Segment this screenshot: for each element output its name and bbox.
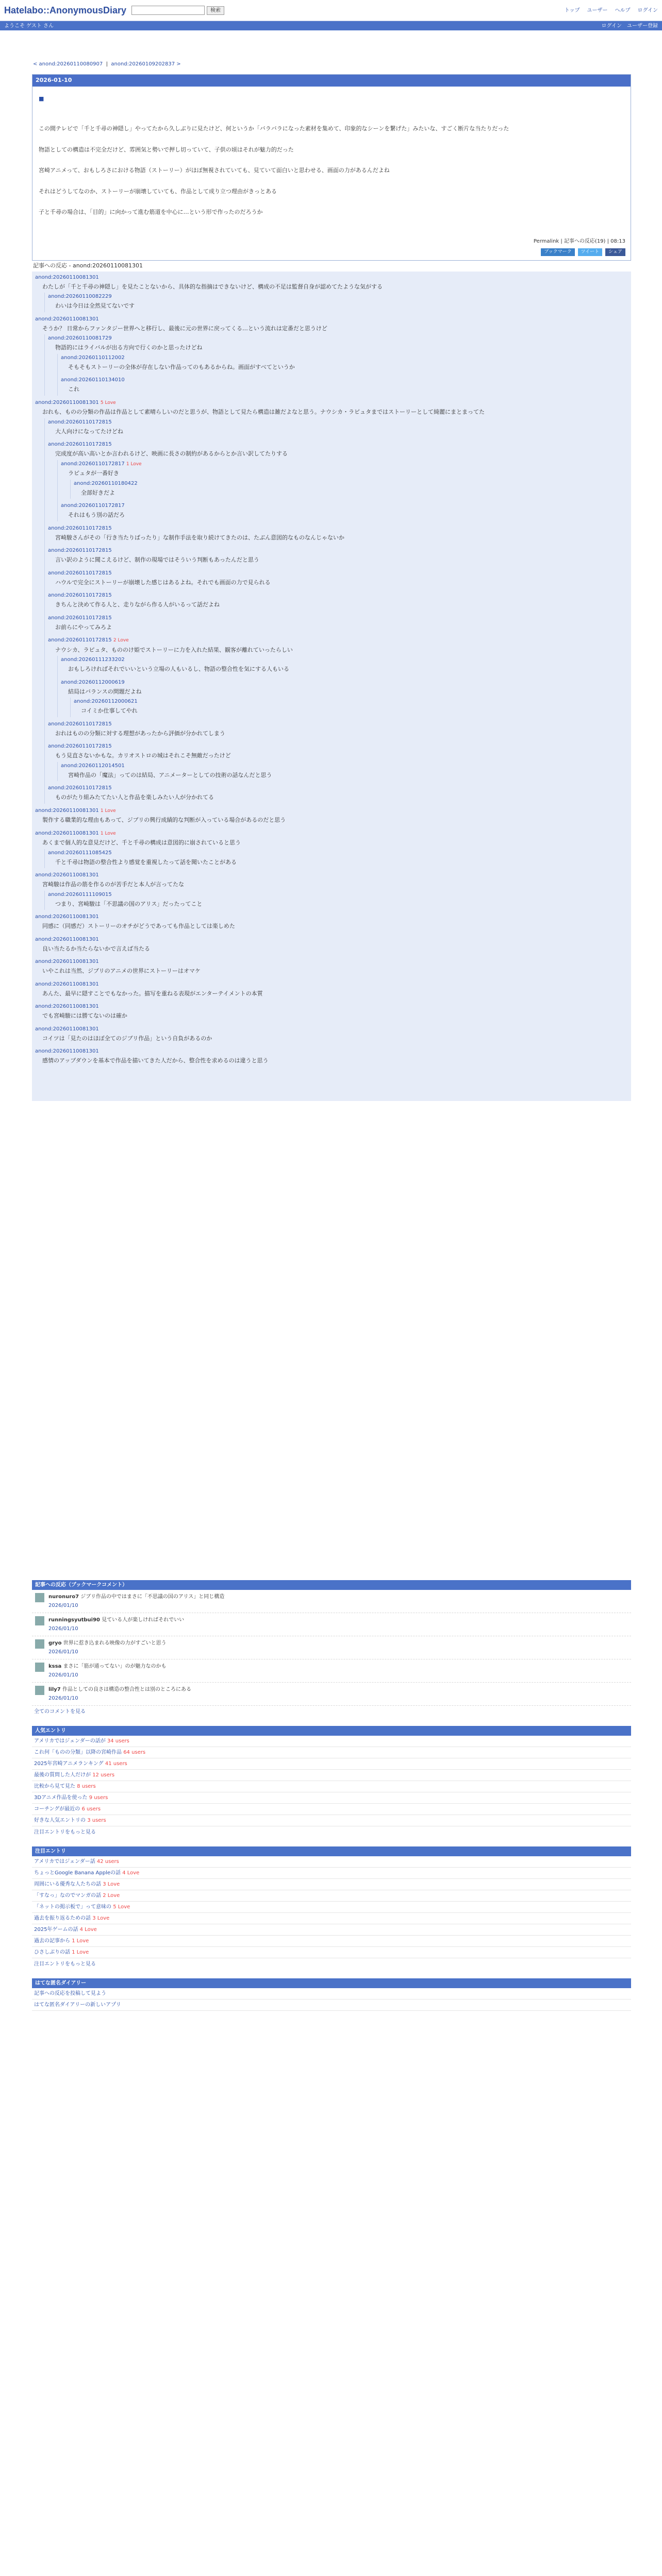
- comment-body: 良い当たるか当たらないかで言えば当たる: [42, 945, 150, 952]
- comment-body: 宮崎駿さんがその「行き当たりばったり」な制作手法を取り続けてきたのは、たぶん意図的なものなんじゃないか: [55, 534, 344, 541]
- entry-item: [32, 1902, 631, 1913]
- comment: [48, 334, 628, 396]
- entry-link[interactable]: コーチングが最近の: [34, 1806, 80, 1812]
- entry-item: [32, 1936, 631, 1947]
- entry-paragraph: この間テレビで「千と千尋の神隠し」やってたから久しぶりに見たけど、何というか「バラバラになった素材を集めて、印象的なシーンを繋げた」みたいな、すごく断片な当たりだった: [39, 125, 509, 132]
- comment-header: [61, 376, 628, 384]
- comment-body: おれも、ものの分類の作品は作品として素晴らしいのだと思うが、物語として見たら構造は雑だよなと思う。ナウシカ・ラピュタまではストーリーとして綺麗にまとまってた: [42, 409, 485, 415]
- comment-user[interactable]: kssa: [48, 1663, 62, 1669]
- comment: [35, 913, 628, 933]
- comment-id-link[interactable]: anond:20260110081301: [35, 830, 99, 836]
- comment-header: [61, 656, 628, 664]
- comment-meta[interactable]: 2026/01/10: [48, 1625, 78, 1632]
- comment-replies: [44, 418, 628, 804]
- entry-count: 41 users: [105, 1760, 127, 1767]
- comment-text: 見ている人が楽しければそれでいい: [102, 1617, 185, 1623]
- comment-header: [61, 679, 628, 686]
- recent-comment: [32, 1636, 631, 1659]
- love-badge: 1 Love: [126, 461, 142, 467]
- comment-id-link[interactable]: anond:20260110172815: [48, 743, 112, 749]
- comment: [61, 762, 628, 782]
- comment: [61, 460, 628, 499]
- comment: [35, 1025, 628, 1045]
- comment-body: おもしろければそれでいいという立場の人もいるし、物語の整合性を気にする人もいる: [68, 666, 289, 672]
- comment-meta[interactable]: 2026/01/10: [48, 1695, 78, 1701]
- comment-body: ハウルで完全にストーリーが崩壊した感じはあるよね。それでも画面の力で見られる: [55, 579, 271, 586]
- entry-link[interactable]: 3Dアニメ作品を使った: [34, 1794, 88, 1801]
- comment-body: 同感に（同感だ）ストーリーのオチがどうであっても作品としては楽しめた: [42, 923, 235, 929]
- entry-link[interactable]: ちょっとGoogle Banana Appleの話: [34, 1870, 121, 1876]
- comment: [35, 829, 628, 869]
- comment-header: [35, 399, 628, 407]
- comment-replies: [57, 460, 628, 521]
- comment-header: [48, 440, 628, 448]
- comment-body: 感情のアップダウンを基本で作品を描いてきた人だから、整合性を求めるのは違うと思う: [42, 1057, 269, 1064]
- comment-id-link[interactable]: anond:20260110081301: [35, 1004, 99, 1009]
- info-link[interactable]: はてな匿名ダイアリーの新しいアプリ: [34, 2002, 121, 2008]
- comment-body: ものがたり組みたてたい人と作品を楽しみたい人が分かれてる: [55, 794, 214, 801]
- entry-item: [32, 1947, 631, 1958]
- nav-login[interactable]: ログイン: [637, 7, 658, 13]
- comment-body: 全部好きだよ: [81, 489, 115, 496]
- comment-header: [61, 354, 628, 362]
- comment-id-link[interactable]: anond:20260110081729: [48, 335, 112, 341]
- top-header: [0, 0, 662, 21]
- comment-body: もう見直さないかもな。カリオストロの城はそれこそ無敵だったけど: [55, 752, 231, 759]
- comment: [48, 569, 628, 589]
- comment-id-link[interactable]: anond:20260110172815: [48, 548, 112, 553]
- nav-help[interactable]: ヘルプ: [615, 7, 631, 13]
- comment: [35, 807, 628, 826]
- comment-id-link[interactable]: anond:20260112000621: [74, 699, 138, 704]
- comment-body: お前らにやってみろよ: [55, 623, 112, 631]
- entry-body: [32, 87, 631, 238]
- comment-body: 宮崎駿は作品の筋を作るのが苦手だと本人が言ってたな: [42, 881, 184, 888]
- comment-replies: [44, 334, 628, 396]
- comment: [48, 784, 628, 804]
- comment-id-link[interactable]: anond:20260110082229: [48, 294, 112, 299]
- comment-id-link[interactable]: anond:20260110172817: [61, 503, 125, 509]
- comment-header: [35, 1025, 628, 1033]
- avatar[interactable]: [35, 1639, 44, 1649]
- comment-body: コイツは「見たのはほぼ全てのジブリ作品」という自負があるのか: [42, 1035, 212, 1042]
- nav-top[interactable]: トップ: [564, 7, 580, 13]
- comment-id-link[interactable]: anond:20260110081301: [35, 1026, 99, 1032]
- entry-count: 1 Love: [72, 1949, 89, 1955]
- comment: [48, 614, 628, 634]
- comments-title: 記事への反応 - anond:20260110081301: [33, 262, 143, 269]
- comment-id-link[interactable]: anond:20260110172815: [48, 442, 112, 447]
- nav-user[interactable]: ユーザー: [587, 7, 608, 13]
- comment-id-link[interactable]: anond:20260110172815: [48, 592, 112, 598]
- comment-id-link[interactable]: anond:20260110172817: [61, 461, 125, 467]
- info-link[interactable]: 記事への反応を投稿して見よう: [34, 1990, 106, 1996]
- recent-comments: [32, 1580, 631, 1718]
- entry-link[interactable]: アメリカではジェンダーの話が: [34, 1738, 106, 1744]
- entry-item: [32, 1879, 631, 1890]
- comment: [48, 418, 628, 438]
- entry-item: [32, 1770, 631, 1781]
- comment-id-link[interactable]: anond:20260110081301: [35, 399, 99, 405]
- main: [32, 30, 631, 2011]
- comment-id-link[interactable]: anond:20260110081301: [35, 981, 99, 987]
- comment-id-link[interactable]: anond:20260112014501: [61, 762, 125, 769]
- love-badge: 1 Love: [100, 808, 116, 814]
- comment-header: [48, 591, 628, 599]
- entry-item: [32, 1815, 631, 1826]
- entry-count: 4 Love: [122, 1870, 140, 1876]
- entry-count: 3 Love: [92, 1915, 110, 1921]
- comment-tree: [32, 272, 631, 1101]
- entry-count: 2 Love: [103, 1892, 120, 1899]
- entry-item: [32, 1913, 631, 1924]
- comment-id-link[interactable]: anond:20260110172815: [48, 721, 112, 727]
- share-buttons: [32, 248, 631, 261]
- entry-item: [32, 1758, 631, 1770]
- comment-header: [35, 936, 628, 943]
- comment-id-link[interactable]: anond:20260110081301: [35, 1048, 99, 1054]
- comment: [48, 720, 628, 740]
- top-nav: [565, 7, 658, 14]
- comment-id-link[interactable]: anond:20260111085425: [48, 850, 112, 856]
- entry-link[interactable]: 過去の記事から: [34, 1938, 70, 1944]
- entry-count: 6 users: [81, 1806, 101, 1812]
- comment: [35, 980, 628, 1000]
- popular-list: [32, 1726, 631, 1838]
- entry-paragraph: 子と千尋の場合は、「目的」に向かって進む筋道を中心に…という形で作ったのだろうか: [39, 209, 263, 215]
- love-badge: 5 Love: [100, 400, 116, 405]
- comment-header: [48, 636, 628, 645]
- entry-count: 12 users: [92, 1772, 115, 1778]
- comment-id-link[interactable]: anond:20260112000619: [61, 679, 125, 685]
- entry-link[interactable]: 好きな人気エントリの: [34, 1817, 86, 1823]
- comment-header: [48, 784, 628, 792]
- entry-link[interactable]: 「ネットの掲示板で」って意味の: [34, 1904, 111, 1910]
- comment-replies: [70, 480, 628, 499]
- entry-item: [32, 1792, 631, 1804]
- entry-paragraph: 宮崎アニメって、おもしろさにおける物語（ストーリー）がほぼ無視されていても、見ていて面白いと思わせる、画面の力があるんだよね: [39, 167, 390, 174]
- entry-count: 42 users: [96, 1858, 119, 1865]
- recent-comment: [32, 1590, 631, 1613]
- comment-id-link[interactable]: anond:20260110081301: [35, 316, 99, 322]
- comment: [48, 591, 628, 611]
- entry-footer[interactable]: Permalink | 記事への反応(19) | 08:13: [533, 238, 625, 244]
- love-badge: 2 Love: [113, 638, 129, 643]
- comment-replies: [57, 762, 628, 782]
- next-link[interactable]: anond:20260109202837 >: [111, 61, 181, 67]
- comment-text: 世界に惹き込まれる映像の力がすごいと思う: [63, 1640, 167, 1646]
- comment-id-link[interactable]: anond:20260110180422: [74, 480, 138, 486]
- comment-id-link[interactable]: anond:20260110172815: [48, 615, 112, 621]
- comment-id-link[interactable]: anond:20260110081301: [35, 936, 99, 942]
- comment-body: 言い訳のように聞こえるけど、制作の現場ではそういう判断もあったんだと思う: [55, 556, 259, 563]
- comment-header: [35, 980, 628, 988]
- comment-id-link[interactable]: anond:20260110172815: [48, 419, 112, 425]
- comment-body: あくまで個人的な意見だけど、千と千尋の構成は意図的に崩されていると思う: [42, 839, 241, 846]
- comment-header: [61, 460, 628, 468]
- entry-count: 1 Love: [72, 1938, 89, 1944]
- entry-link[interactable]: 過去を振り返るための話: [34, 1915, 91, 1921]
- comment-header: [48, 720, 628, 728]
- entry-count: 3 Love: [103, 1881, 120, 1887]
- info-list: [32, 1978, 631, 2011]
- comment-user[interactable]: nuronuro7: [48, 1594, 79, 1600]
- entry-item: [32, 1856, 631, 1868]
- entry-link[interactable]: ひさしぶりの話: [34, 1949, 70, 1955]
- entry-count: 9 users: [89, 1794, 108, 1801]
- entry-link[interactable]: 「すなっ」なのでマンガの話: [34, 1892, 101, 1899]
- comment-body: そもそもストーリーの全体が存在しない作品ってのもあるからね。画面がすべてというか: [68, 363, 295, 370]
- comment-body: わいは今日は全然見てないです: [55, 302, 135, 309]
- comment-header: [74, 698, 628, 705]
- comment-body: わたしが「千と千尋の神隠し」を見たことないから、具体的な指摘はできないけど、構成の不足は監督自身が認めてたような気がする: [42, 283, 383, 290]
- comment-body: 宮崎作品の「魔法」ってのは結局、アニメーターとしての技術の話なんだと思う: [68, 771, 272, 778]
- entry-count: 8 users: [77, 1783, 96, 1789]
- comment: [48, 891, 628, 910]
- entry-link[interactable]: 2025年ゲームの話: [34, 1926, 78, 1933]
- comment-body: 物語的にはライバルが出る方向で行くのかと思ったけどね: [55, 344, 203, 351]
- entry: [32, 74, 631, 261]
- comment-body: ナウシカ、ラピュタ、もののけ姫でストーリーに力を入れた結果、観客が離れていったらしい: [55, 646, 293, 653]
- comment: [35, 958, 628, 977]
- comment: [74, 480, 628, 499]
- notice-more-link[interactable]: 注目エントリをもっと見る: [34, 1961, 96, 1967]
- comment-header: [35, 274, 628, 281]
- comment-body: 大人向けになってたけどね: [55, 428, 123, 435]
- comment-header: [48, 614, 628, 622]
- comment: [35, 871, 628, 910]
- comment-header: [35, 315, 628, 323]
- entry-count: 64 users: [123, 1749, 146, 1755]
- entry-link[interactable]: 比較から見て見た: [34, 1783, 75, 1789]
- comment-id-link[interactable]: anond:20260110172815: [48, 525, 112, 531]
- entry-paragraph: 物語としての構造は不完全だけど、雰囲気と勢いで押し切っていて、子供の頃はそれが魅力的だった: [39, 146, 294, 153]
- comment-header: [35, 1003, 628, 1010]
- love-badge: 1 Love: [100, 831, 116, 836]
- comment-header: [48, 524, 628, 532]
- comment-header: [35, 807, 628, 815]
- comment-header: [35, 871, 628, 879]
- comment-replies: [57, 656, 628, 717]
- entry-link[interactable]: アメリカではジェンダー話: [34, 1858, 95, 1865]
- comment-id-link[interactable]: anond:20260111233202: [61, 657, 125, 663]
- comment-body: でも宮崎駿には勝てないのは確か: [42, 1012, 127, 1019]
- avatar[interactable]: [35, 1686, 44, 1695]
- comment-replies: [57, 354, 628, 396]
- entry-link[interactable]: これ何「ものの分類」以降の宮崎作品: [34, 1749, 122, 1755]
- comment-user[interactable]: runningsyutbui90: [48, 1617, 100, 1623]
- comment-header: [61, 502, 628, 510]
- login-link[interactable]: ログイン: [601, 23, 622, 29]
- entry-link[interactable]: 2025年宮崎アニメランキング: [34, 1760, 104, 1767]
- comment: [35, 274, 628, 312]
- entry-count: 4 Love: [79, 1926, 97, 1933]
- comment-id-link[interactable]: anond:20260110081301: [35, 914, 99, 920]
- avatar[interactable]: [35, 1616, 44, 1625]
- recent-comment: [32, 1683, 631, 1706]
- entry-title[interactable]: ■: [39, 95, 44, 102]
- comment: [48, 524, 628, 544]
- comment-meta[interactable]: 2026/01/10: [48, 1649, 78, 1655]
- comment-header: [35, 829, 628, 838]
- entry-count: 5 Love: [113, 1904, 130, 1910]
- search-button[interactable]: 検索: [207, 6, 224, 15]
- comment-text: まさに「筋が通ってない」のが魅力なのかも: [63, 1663, 167, 1669]
- comment-id-link[interactable]: anond:20260110172815: [48, 637, 112, 643]
- comment-body: 製作する職業的な理由もあって、ジブリの興行成績的な判断が入っている場合があるのだと思う: [42, 817, 286, 823]
- entry-item: [32, 1868, 631, 1879]
- comment-header: [48, 569, 628, 577]
- comment: [48, 742, 628, 781]
- bookmark-button[interactable]: ブックマーク: [541, 248, 574, 257]
- comment-id-link[interactable]: anond:20260110081301: [35, 274, 99, 280]
- comment-header: [48, 334, 628, 342]
- comment: [35, 936, 628, 955]
- comment-replies: [44, 293, 628, 312]
- comment-replies: [70, 698, 628, 717]
- comment: [61, 376, 628, 396]
- entry-link[interactable]: 最後の質問した人だけが: [34, 1772, 91, 1778]
- comment-replies: [44, 849, 628, 869]
- prev-link[interactable]: < anond:20260110080907: [33, 61, 103, 67]
- search-input[interactable]: [131, 6, 205, 15]
- comment-body: そうか？ 日常からファンタジー世界へと移行し、最後に元の世界に戻ってくる…という流れは定番だと思うけど: [42, 325, 327, 332]
- popular-more-link[interactable]: 注目エントリをもっと見る: [34, 1829, 96, 1835]
- comment: [35, 1003, 628, 1022]
- comment-id-link[interactable]: anond:20260110172815: [48, 570, 112, 576]
- share-button[interactable]: シェア: [605, 248, 625, 257]
- entry-item: [32, 1747, 631, 1758]
- sub-bar: [0, 21, 662, 30]
- comment-body: これ: [68, 386, 79, 393]
- comment-header: [74, 480, 628, 487]
- comment-id-link[interactable]: anond:20260110172815: [48, 785, 112, 791]
- comment: [35, 315, 628, 396]
- avatar[interactable]: [35, 1663, 44, 1672]
- info-title: はてな匿名ダイアリー: [32, 1978, 631, 1988]
- comment-body: きちんと決めて作る人と、走りながら作る人がいるって話だよね: [55, 601, 220, 608]
- entry-item: [32, 1736, 631, 1747]
- comment: [35, 399, 628, 804]
- entry-count: 3 users: [87, 1817, 106, 1823]
- comment-meta[interactable]: 2026/01/10: [48, 1602, 78, 1608]
- comment-body: いやこれは当然、ジブリのアニメの世界にストーリーはオマケ: [42, 968, 201, 974]
- comment-body: 千と千尋は物語の整合性より感覚を重視したって話を聞いたことがある: [55, 858, 237, 866]
- comment: [48, 293, 628, 312]
- entry-paragraph: それはどうしてなのか、ストーリーが崩壊していても、作品として成り立つ理由がきっとある: [39, 188, 277, 195]
- comment-user[interactable]: lily7: [48, 1686, 61, 1692]
- comment-id-link[interactable]: anond:20260110081301: [35, 807, 99, 814]
- site-logo[interactable]: Hatelabo::AnonymousDiary: [4, 5, 127, 15]
- comment: [61, 354, 628, 374]
- entry-date: 2026-01-10: [32, 75, 631, 87]
- comment: [48, 547, 628, 566]
- entry-count: 34 users: [107, 1738, 129, 1744]
- comment-id-link[interactable]: anond:20260110081301: [35, 872, 99, 878]
- comment-body: それはもう別の話だろ: [68, 512, 125, 518]
- comment-header: [35, 958, 628, 965]
- comment: [35, 1047, 628, 1067]
- comment: [48, 636, 628, 717]
- comment-header: [48, 891, 628, 899]
- comment-header: [48, 293, 628, 300]
- popular-title: 人気エントリ: [32, 1726, 631, 1736]
- comment: [61, 679, 628, 717]
- comment-meta[interactable]: 2026/01/10: [48, 1672, 78, 1678]
- entry-item: [32, 1804, 631, 1815]
- comment-body: おれはものの分類に対する理想があったから評価が分かれてしまう: [55, 730, 225, 737]
- avatar[interactable]: [35, 1593, 44, 1602]
- entry-item: [32, 1924, 631, 1936]
- comment-body: ラピュタが一番好き: [68, 470, 119, 477]
- comment: [48, 440, 628, 521]
- recent-comment: [32, 1659, 631, 1683]
- comment-id-link[interactable]: anond:20260110134010: [61, 377, 125, 383]
- comment: [74, 698, 628, 717]
- comment: [48, 849, 628, 869]
- comment: [61, 502, 628, 521]
- welcome-text: ようこそ ゲスト さん: [4, 23, 54, 29]
- comment-id-link[interactable]: anond:20260110112002: [61, 354, 125, 361]
- comment-text: ジブリ作品の中ではまさに「不思議の国のアリス」と同じ構造: [80, 1594, 225, 1600]
- comment-body: 結局はバランスの問題だよね: [68, 688, 142, 695]
- comment-header: [48, 418, 628, 426]
- register-link[interactable]: ユーザー登録: [627, 23, 658, 29]
- comment-id-link[interactable]: anond:20260110081301: [35, 959, 99, 964]
- notice-title: 注目エントリ: [32, 1846, 631, 1856]
- comment-header: [48, 742, 628, 750]
- comment-body: あんた、最早に隠すことでもなかった。描写を重ねる表現がエンターテイメントの本質: [42, 990, 263, 997]
- notice-list: [32, 1846, 631, 1970]
- comment-header: [48, 849, 628, 857]
- comment-header: [48, 547, 628, 554]
- comment-header: [35, 913, 628, 921]
- comment-header: [35, 1047, 628, 1055]
- entry-item: [32, 1890, 631, 1902]
- pager: < anond:20260110080907 | anond:20260109202837 >: [33, 61, 181, 67]
- comment-id-link[interactable]: anond:20260111109015: [48, 891, 112, 897]
- recent-title: 記事への反応（ブックマークコメント）: [32, 1580, 631, 1590]
- comment-body: つまり、宮崎駿は「不思議の国のアリス」だったってこと: [55, 900, 203, 907]
- comment: [61, 656, 628, 675]
- comment-header: [61, 762, 628, 770]
- recent-comment: [32, 1613, 631, 1636]
- comment-user[interactable]: gryo: [48, 1640, 62, 1646]
- comment-body: コイミか仕事してやれ: [81, 707, 138, 714]
- comment-body: 完成度が高い高いとか言われるけど、映画に長さの制約があるからとか言い訳してたりする: [55, 450, 288, 457]
- entry-link[interactable]: 周囲にいる優秀な人たちの話: [34, 1881, 101, 1887]
- comment-replies: [44, 891, 628, 910]
- recent-more-link[interactable]: 全てのコメントを見る: [34, 1708, 86, 1715]
- comment-text: 作品としての良さは構造の整合性とは別のところにある: [62, 1686, 191, 1692]
- entry-item: [32, 1781, 631, 1792]
- tweet-button[interactable]: ツイート: [578, 248, 603, 257]
